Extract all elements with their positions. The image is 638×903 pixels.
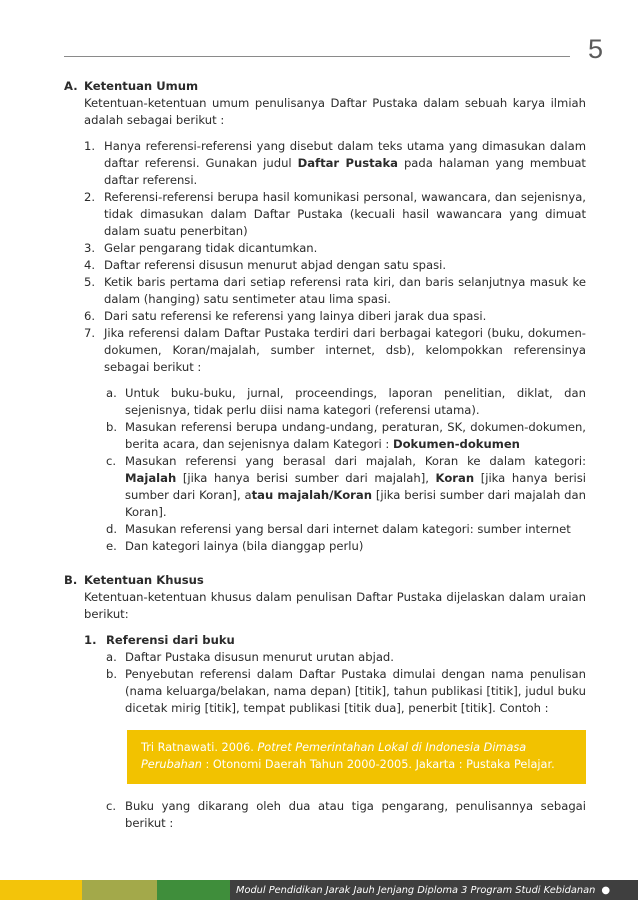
list-item: [84, 308, 586, 325]
item-letter: a.: [106, 386, 117, 400]
subsection-title: Referensi dari buku: [106, 633, 235, 647]
list-item: [106, 649, 586, 666]
subsection-list: [106, 649, 586, 717]
item-letter: d.: [106, 522, 118, 536]
example-title-italic: Potret Pemerintahan Lokal di Indonesia Dimasa Perubahan: [141, 741, 527, 771]
item-text-part: [jika berisi sumber dari majalah dan Koran].: [125, 488, 586, 519]
section-b-intro: Ketentuan-ketentuan khusus dalam penulisan Daftar Pustaka dijelaskan dalam uraian berikut:: [84, 590, 586, 621]
list-item: [106, 538, 586, 555]
item-text-bold: Koran: [435, 471, 475, 485]
item-text-part: pada halaman yang membuat daftar referensi.: [104, 156, 586, 187]
list-item: [84, 274, 586, 308]
list-item: [106, 385, 586, 419]
footer-color-block: [0, 880, 82, 900]
item-text: Ketik baris pertama dari setiap referensi rata kiri, dan baris selanjutnya masuk ke dalam (hanging) satu sentimeter atau lima spasi.: [104, 275, 586, 306]
bullet-icon: ●: [601, 884, 611, 896]
item-number: 1.: [84, 139, 96, 153]
footer-color-block: [82, 880, 157, 900]
item-text: Gelar pengarang tidak dicantumkan.: [104, 241, 318, 255]
page-content: [64, 78, 586, 832]
item-letter: b.: [106, 420, 118, 434]
list-item: [84, 138, 586, 189]
item-text: Penyebutan referensi dalam Daftar Pustaka dimulai dengan nama penulisan (nama keluarga/belakan, nama depan) [titik], tahun publikasi [titik], judul buku dicetak mirig [titik], tempat publikasi [titik dua], penerbit [titik]. Contoh :: [125, 667, 586, 715]
section-b-label: B.: [64, 573, 78, 587]
footer-text: Modul Pendidikan Jarak Jauh Jenjang Diploma 3 Program Studi Kebidanan: [236, 884, 596, 896]
item-text: Referensi-referensi berupa hasil komunikasi personal, wawancara, dan sejenisnya, tidak dimasukan dalam Daftar Pustaka (kecuali hasil wawancara yang dimuat dalam suatu penerbitan): [104, 190, 586, 238]
item-text-bold: Majalah: [125, 471, 177, 485]
subsection-list-continued: [106, 798, 586, 832]
section-a-intro: Ketentuan-ketentuan umum penulisanya Daftar Pustaka dalam sebuah karya ilmiah adalah sebagai berikut :: [84, 96, 586, 127]
item-text-part: Hanya referensi-referensi yang disebut dalam teks utama yang dimasukan dalam daftar referensi. Gunakan judul: [104, 139, 586, 170]
item-text: Daftar Pustaka disusun menurut urutan abjad.: [125, 650, 394, 664]
section-b-title: Ketentuan Khusus: [84, 573, 204, 587]
subsection-heading: [84, 632, 586, 649]
footer-bar: [0, 880, 638, 900]
item-text-bold: Daftar Pustaka: [297, 156, 398, 170]
item-letter: c.: [106, 454, 117, 468]
item-text: Dan kategori lainya (bila dianggap perlu): [125, 539, 364, 553]
item-text-part: Masukan referensi yang berasal dari majalah, Koran ke dalam kategori:: [125, 454, 586, 468]
item-text-part: Masukan referensi berupa undang-undang, peraturan, SK, dokumen-dokumen, berita acara, dan sejenisnya dalam Kategori :: [125, 420, 586, 451]
item-text: Masukan referensi yang bersal dari internet dalam kategori: sumber internet: [125, 522, 571, 536]
item-text: [125, 419, 586, 453]
page-number: 5: [588, 34, 604, 64]
example-box: [127, 730, 586, 784]
item-letter: a.: [106, 650, 117, 664]
section-a-label: A.: [64, 79, 78, 93]
footer-color-block: [157, 880, 230, 900]
item-text: Dari satu referensi ke referensi yang lainya diberi jarak dua spasi.: [104, 309, 487, 323]
list-item: [106, 798, 586, 832]
example-text: Tri Ratnawati. 2006.: [141, 741, 258, 754]
list-item: [106, 453, 586, 521]
item-text: Jika referensi dalam Daftar Pustaka terdiri dari berbagai kategori (buku, dokumen-dokumen, Koran/majalah, sumber internet, dsb), kelompokkan referensinya sebagai berikut :: [104, 326, 586, 374]
list-item: [106, 419, 586, 453]
list-item: [106, 666, 586, 717]
item-text-part: [jika hanya berisi sumber dari majalah],: [176, 471, 436, 485]
item-number: 5.: [84, 275, 96, 289]
item-number: 7.: [84, 326, 96, 340]
example-text: : Otonomi Daerah Tahun 2000-2005. Jakarta : Pustaka Pelajar.: [201, 758, 555, 771]
section-a-heading: [64, 78, 586, 95]
item-number: 2.: [84, 190, 96, 204]
section-b-heading: [64, 572, 586, 589]
item-number: 3.: [84, 241, 96, 255]
section-a-sublist: [106, 385, 586, 555]
list-item: [84, 240, 586, 257]
item-letter: e.: [106, 539, 117, 553]
item-text: [125, 453, 586, 521]
list-item: [106, 521, 586, 538]
footer-caption: [230, 880, 638, 900]
list-item: [84, 189, 586, 240]
item-text: Untuk buku-buku, jurnal, proceendings, laporan penelitian, diklat, dan sejenisnya, tidak perlu diisi nama kategori (referensi utama).: [125, 386, 586, 417]
item-number: 6.: [84, 309, 96, 323]
item-text-part: [jika hanya berisi sumber dari Koran], a: [125, 471, 586, 502]
item-text-bold: tau majalah/Koran: [251, 488, 372, 502]
list-item: [84, 325, 586, 376]
section-a-list: [84, 138, 586, 376]
section-a-title: Ketentuan Umum: [84, 79, 199, 93]
list-item: [84, 257, 586, 274]
header-rule: [64, 56, 570, 57]
item-letter: b.: [106, 667, 118, 681]
subsection-number: 1.: [84, 633, 97, 647]
item-letter: c.: [106, 799, 117, 813]
item-text: Daftar referensi disusun menurut abjad dengan satu spasi.: [104, 258, 447, 272]
item-text: [104, 138, 586, 189]
item-number: 4.: [84, 258, 96, 272]
item-text: Buku yang dikarang oleh dua atau tiga pengarang, penulisannya sebagai berikut :: [125, 799, 586, 830]
item-text-bold: Dokumen-dokumen: [392, 437, 520, 451]
